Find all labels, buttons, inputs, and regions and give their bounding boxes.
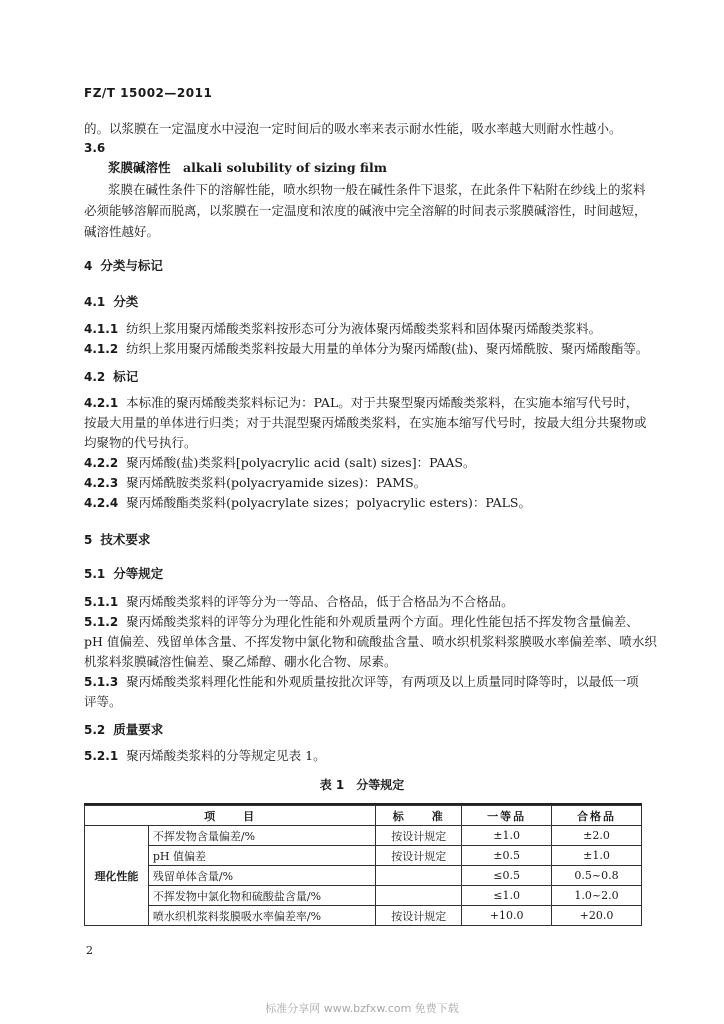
section-4-2-title: 标记	[113, 369, 139, 384]
section-4-1-heading	[84, 292, 138, 310]
row-first-grade: ≤0.5	[462, 866, 552, 886]
row-first-grade: ±0.5	[462, 846, 552, 866]
section-4-heading	[84, 256, 163, 274]
clause-5-1-3	[84, 671, 639, 693]
clause-4-2-1-text: 本标准的聚丙烯酸类浆料标记为：PAL。对于共聚型聚丙烯酸类浆料，在实施本缩写代号时，	[126, 395, 639, 410]
table-row	[85, 906, 642, 926]
paragraph-3-6-line3: 碱溶性越好。	[84, 224, 160, 239]
section-4-number: 4	[84, 259, 93, 273]
clause-4-2-2-number: 4.2.2	[84, 456, 119, 470]
paragraph-3-6-line1: 浆膜在碱性条件下的溶解性能，喷水织物一般在碱性条件下退浆，在此条件下粘附在纱线上的浆料	[108, 182, 646, 197]
row-standard: 按设计规定	[376, 826, 462, 846]
clause-4-2-2	[84, 452, 475, 474]
section-5-title: 技术要求	[100, 532, 151, 547]
clause-5-1-1-text: 聚丙烯酸类浆料的评等分为一等品、合格品，低于合格品为不合格品。	[126, 594, 514, 609]
row-first-grade: ≤1.0	[462, 886, 552, 906]
header-first-grade: 一等品	[462, 806, 552, 826]
clause-4-2-2-text: 聚丙烯酸(盐)类浆料[polyacrylic acid (salt) sizes]：PAAS。	[126, 455, 476, 470]
row-item: 残留单体含量/%	[148, 866, 375, 886]
row-item: 喷水织机浆料浆膜吸水率偏差率/%	[148, 906, 375, 926]
row-item: 不挥发物含量偏差/%	[148, 826, 375, 846]
table-row	[85, 846, 642, 866]
clause-4-2-1-line3: 均聚物的代号执行。	[84, 435, 197, 450]
clause-4-2-1-line2: 按最大用量的单体进行归类；对于共混型聚丙烯酸类浆料，在实施本缩写代号时，按最大组分共聚物或	[84, 415, 647, 430]
clause-4-1-2-number: 4.1.2	[84, 342, 119, 356]
clause-4-2-4-text: 聚丙烯酸酯类浆料(polyacrylate sizes；polyacrylic esters)：PALS。	[126, 495, 531, 510]
header-standard: 标 准	[376, 806, 462, 826]
row-standard	[376, 866, 462, 886]
section-5-2-title: 质量要求	[113, 722, 164, 737]
section-4-2-number: 4.2	[84, 370, 106, 384]
table-row	[85, 866, 642, 886]
section-5-1-title: 分等规定	[113, 566, 164, 581]
section-4-1-number: 4.1	[84, 295, 106, 309]
clause-5-1-3-text: 聚丙烯酸类浆料理化性能和外观质量按批次评等，有两项及以上质量同时降等时，以最低一项	[126, 674, 639, 689]
row-item: pH 值偏差	[148, 846, 375, 866]
clause-4-2-4-number: 4.2.4	[84, 496, 119, 510]
clause-5-1-1	[84, 591, 514, 613]
paragraph-3-6-line2: 必须能够溶解而脱离，以浆膜在一定温度和浓度的碱液中完全溶解的时间表示浆膜碱溶性，时间越短，	[84, 203, 647, 218]
clause-5-1-2-text: 聚丙烯酸类浆料的评等分为理化性能和外观质量两个方面。理化性能包括不挥发物含量偏差、	[126, 614, 639, 629]
section-4-title: 分类与标记	[100, 258, 163, 273]
row-standard: 按设计规定	[376, 846, 462, 866]
section-5-heading	[84, 530, 150, 548]
standard-number: FZ/T 15002—2011	[84, 86, 213, 100]
section-5-1-heading	[84, 564, 163, 582]
section-5-2-heading	[84, 720, 163, 738]
clause-5-2-1	[84, 745, 326, 767]
clause-4-2-3-text: 聚丙烯酰胺类浆料(polyacryamide sizes)：PAMS。	[126, 475, 427, 490]
table-row	[85, 886, 642, 906]
clause-5-2-1-number: 5.2.1	[84, 749, 119, 763]
row-qualified: 0.5~0.8	[552, 866, 642, 886]
row-qualified: 1.0~2.0	[552, 886, 642, 906]
section-5-number: 5	[84, 533, 93, 547]
clause-4-1-1	[84, 318, 601, 340]
clause-4-1-1-text: 纺织上浆用聚丙烯酸类浆料按形态可分为液体聚丙烯酸类浆料和固体聚丙烯酸类浆料。	[126, 321, 602, 336]
row-standard	[376, 886, 462, 906]
row-qualified: ±1.0	[552, 846, 642, 866]
clause-5-1-2	[84, 611, 639, 633]
row-qualified: ±2.0	[552, 826, 642, 846]
clause-4-2-3-number: 4.2.3	[84, 476, 119, 490]
section-5-2-number: 5.2	[84, 723, 106, 737]
table-header-row	[85, 806, 642, 826]
clause-4-2-4	[84, 492, 531, 514]
header-item: 项 目	[85, 806, 376, 826]
clause-5-1-2-line3: 机浆料浆膜碱溶性偏差、聚乙烯醇、硼水化合物、尿素。	[84, 654, 397, 669]
header-qualified: 合格品	[552, 806, 642, 826]
section-3-6-title: 浆膜碱溶性 alkali solubility of sizing film	[108, 160, 387, 175]
row-first-grade: +10.0	[462, 906, 552, 926]
section-5-1-number: 5.1	[84, 567, 106, 581]
row-standard: 按设计规定	[376, 906, 462, 926]
clause-5-2-1-text: 聚丙烯酸类浆料的分等规定见表 1。	[126, 748, 326, 763]
page-number: 2	[86, 944, 93, 957]
paragraph-water-resistance-end: 的。以浆膜在一定温度水中浸泡一定时间后的吸水率来表示耐水性能，吸水率越大则耐水性越小。	[84, 121, 622, 136]
group-label: 理化性能	[85, 826, 149, 926]
clause-4-1-2	[84, 338, 648, 360]
row-first-grade: ±1.0	[462, 826, 552, 846]
table-row	[85, 826, 642, 846]
footer-watermark: 标准分享网 www.bzfxw.com 免费下载	[265, 1002, 459, 1015]
clause-4-2-1-number: 4.2.1	[84, 396, 119, 410]
clause-5-1-1-number: 5.1.1	[84, 595, 119, 609]
section-3-6-number: 3.6	[84, 141, 106, 155]
clause-4-2-1	[84, 392, 638, 414]
clause-5-1-3-number: 5.1.3	[84, 675, 119, 689]
row-item: 不挥发物中氯化物和硫酸盐含量/%	[148, 886, 375, 906]
clause-5-1-2-line2: pH 值偏差、残留单体含量、不挥发物中氯化物和硫酸盐含量、喷水织机浆料浆膜吸水率偏差率、喷水织	[84, 634, 657, 649]
clause-4-1-2-text: 纺织上浆用聚丙烯酸类浆料按最大用量的单体分为聚丙烯酸(盐)、聚丙烯酰胺、聚丙烯酸酯等。	[126, 341, 649, 356]
table-caption: 表 1 分等规定	[319, 778, 405, 792]
clause-5-1-2-number: 5.1.2	[84, 615, 119, 629]
grading-table	[84, 805, 642, 926]
section-4-2-heading	[84, 367, 138, 385]
clause-4-2-3	[84, 472, 426, 494]
clause-4-1-1-number: 4.1.1	[84, 322, 119, 336]
section-4-1-title: 分类	[113, 294, 139, 309]
clause-5-1-3-line2: 评等。	[84, 694, 122, 709]
row-qualified: +20.0	[552, 906, 642, 926]
